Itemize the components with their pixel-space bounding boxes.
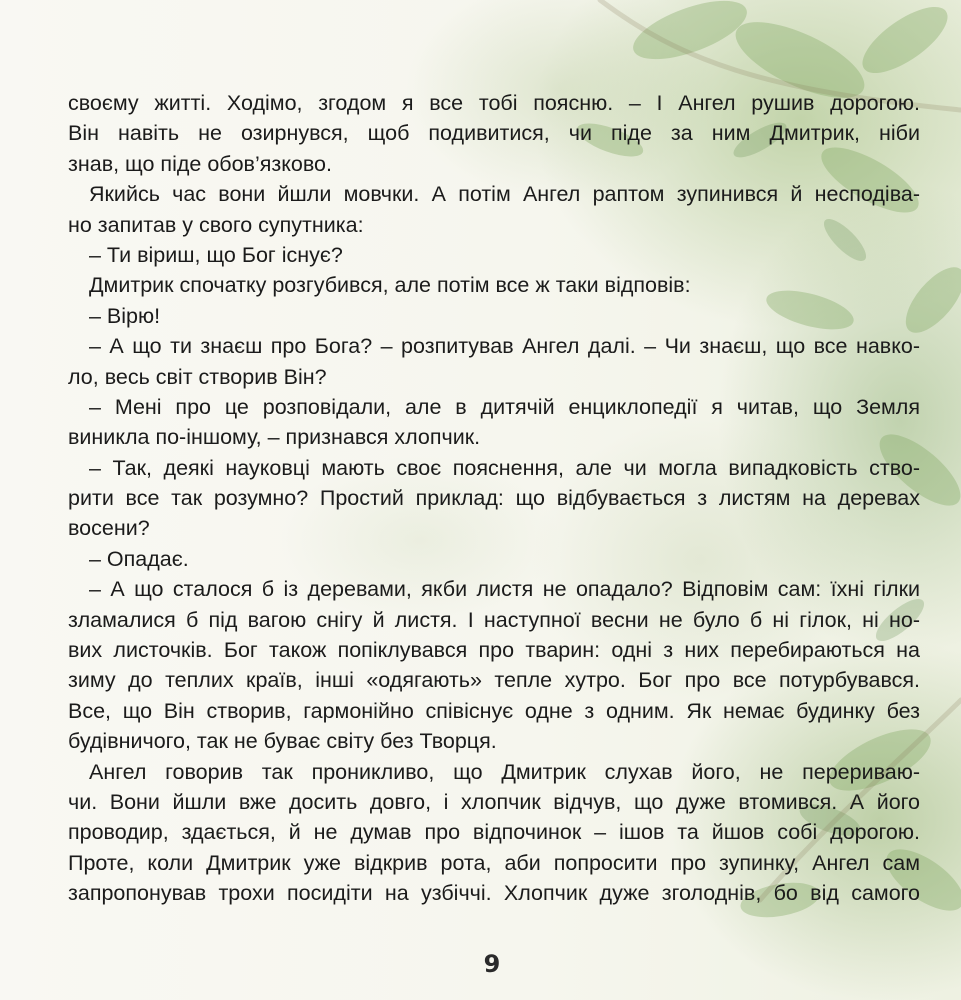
text-line: запропонував трохи посидіти на узбіччі. Хлопчик дуже зголоднів, бо від самого — [68, 881, 920, 906]
text-line: – А що ти знаєш про Бога? – розпитував Ангел далі. – Чи знаєш, що все навко- — [89, 334, 920, 359]
text-line: проводир, здається, й не думав про відпочинок – ішов та йшов собі дорогою. — [68, 820, 920, 845]
text-line: – Так, деякі науковці мають своє пояснення, але чи могла випадковість ство- — [89, 455, 920, 480]
text-line: рити все так розумно? Простий приклад: що відбувається з листям на деревах — [68, 486, 920, 511]
text-line: – Опадає. — [89, 546, 189, 571]
text-line: ло, весь світ створив Він? — [68, 364, 327, 389]
text-line: Він навіть не озирнувся, щоб подивитися, чи піде за ним Дмитрик, ніби — [68, 121, 920, 146]
text-line: – А що сталося б із деревами, якби листя не опадало? Відповім сам: їхні гілки — [89, 577, 920, 602]
text-line: – Вірю! — [89, 303, 161, 328]
text-line: но запитав у свого супутника: — [68, 212, 364, 237]
text-line: Все, що Він створив, гармонійно співіснує одне з одним. Як немає будинку без — [68, 698, 920, 723]
text-line: знав, що піде обов’язково. — [68, 151, 332, 176]
text-line: вих листочків. Бог також попіклувався про тварин: одні з них перебираються на — [68, 638, 920, 663]
text-line: виникла по-іншому, – признався хлопчик. — [68, 425, 481, 450]
text-line: Проте, коли Дмитрик уже відкрив рота, аби попросити про зупинку, Ангел сам — [68, 850, 920, 875]
text-line: – Ти віриш, що Бог існує? — [89, 242, 343, 267]
text-line: будівничого, так не буває світу без Творця. — [68, 729, 497, 754]
text-line: зламалися б під вагою снігу й листя. І наступної весни не було б ні гілок, ні но- — [68, 607, 920, 632]
text-line: своєму житті. Ходімо, згодом я все тобі поясню. – І Ангел рушив дорогою. — [68, 91, 920, 115]
text-line: зиму до теплих країв, інші «одягають» тепле хутро. Бог про все потурбувався. — [68, 668, 920, 693]
text-line: Якийсь час вони йшли мовчки. А потім Ангел раптом зупинився й несподіва- — [89, 182, 920, 207]
text-line: чи. Вони йшли вже досить довго, і хлопчик відчув, що дуже втомився. А його — [68, 789, 920, 814]
text-line: восени? — [68, 516, 150, 541]
body-text — [68, 88, 920, 909]
page-number: 9 — [483, 950, 501, 978]
text-line: Дмитрик спочатку розгубився, але потім все ж таки відповів: — [89, 273, 691, 298]
text-line: – Мені про це розповідали, але в дитячій енциклопедії я читав, що Земля — [89, 394, 920, 419]
text-line: Ангел говорив так проникливо, що Дмитрик слухав його, не перериваю- — [89, 759, 920, 784]
